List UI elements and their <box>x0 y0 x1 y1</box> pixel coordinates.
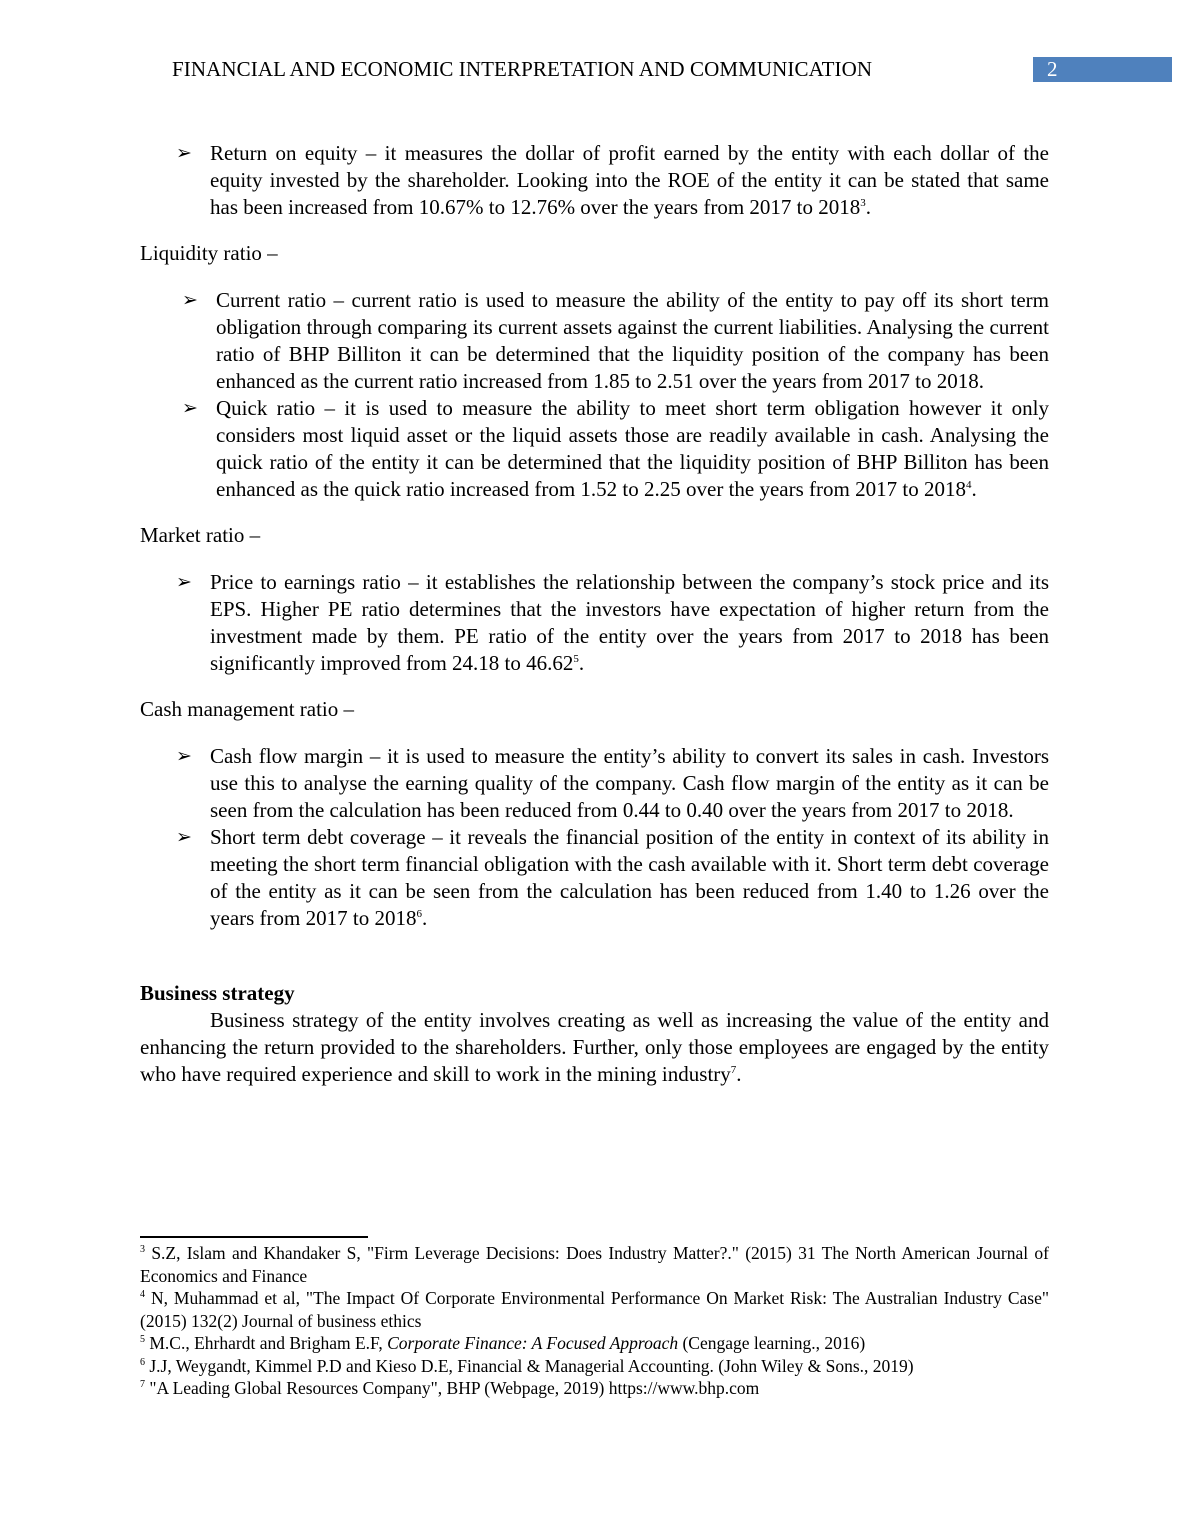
footnote-separator <box>140 1236 368 1238</box>
footnote-3: $^3$ S.Z, Islam and Khandaker S, "Firm Leverage Decisions: Does Industry Matter?." (2015) 31 The North American Journal of Economics and Finance <box>140 1243 1050 1286</box>
page-number-box <box>1033 57 1172 82</box>
cash-management-list <box>140 743 1049 932</box>
page-number: 2 <box>1047 57 1058 81</box>
list-item-price-to-earnings: ➢ Price to earnings ratio – it establishes the relationship between the company’s stock price and its EPS. Higher PE ratio determines that the investors have expectation of higher return from the investment made by them. PE ratio of the entity over the years from 2017 to 2018 has been significantly improved from 24.18 to 46.62$^5$. <box>176 570 1049 675</box>
footnotes <box>140 1242 1049 1400</box>
document-body <box>140 140 1049 1088</box>
footnote-5-book-title: Corporate Finance: A Focused Approach <box>387 1333 679 1353</box>
list-item-current-ratio: ➢ Current ratio – current ratio is used to measure the ability of the entity to pay off its short term obligation through comparing its current assets against the current liabilities. Analysing the current ratio of BHP Billiton it can be determined that the liquidity position of the company has been enhanced as the current ratio increased from 1.85 to 2.51 over the years from 2017 to 2018. <box>182 288 1049 393</box>
arrow-bullet-icon: ➢ <box>182 290 198 311</box>
arrow-bullet-icon: ➢ <box>182 398 198 419</box>
footnote-4: $^4$ N, Muhammad et al, "The Impact Of Corporate Environmental Performance On Market Risk: The Australian Industry Case" (2015) 132(2) Journal of business ethics <box>140 1288 1049 1331</box>
footnote-ref-6[interactable]: 6 <box>416 908 422 920</box>
arrow-bullet-icon: ➢ <box>176 572 192 593</box>
arrow-bullet-icon: ➢ <box>176 827 192 848</box>
list-item-return-on-equity: ➢ Return on equity – it measures the dollar of profit earned by the entity with each dollar of the equity invested by the shareholder. Looking into the ROE of the entity it can be stated that same has been increased from 10.67% to 12.76% over the years from 2017 to 2018$^3$. <box>176 141 1049 219</box>
footnote-ref-4[interactable]: 4 <box>965 479 972 491</box>
market-list <box>140 569 1049 677</box>
arrow-bullet-icon: ➢ <box>176 143 192 164</box>
section-heading-business-strategy: Business strategy <box>140 981 295 1005</box>
profitability-list <box>140 140 1049 221</box>
list-item-short-term-debt-coverage: ➢ Short term debt coverage – it reveals the financial position of the entity in context of its ability in meeting the short term financial obligation with the cash available with it. Short term debt coverage of the entity as it can be seen from the calculation has been reduced from 1.40 to 1.26 over the years from 2017 to 2018$^6$. <box>176 825 1049 930</box>
footnote-7: $^7$ "A Leading Global Resources Company", BHP (Webpage, 2019) https://www.bhp.com <box>140 1378 760 1398</box>
footnote-6: $^6$ J.J, Weygandt, Kimmel P.D and Kieso D.E, Financial & Managerial Accounting. (John Wiley & Sons., 2019) <box>140 1355 914 1376</box>
list-item-quick-ratio: ➢ Quick ratio – it is used to measure the ability to meet short term obligation however it only considers most liquid asset or the liquid assets those are readily available in cash. Analysing the quick ratio of the entity it can be determined that the liquidity position of BHP Billiton has been enhanced as the quick ratio increased from 1.52 to 2.25 over the years from 2017 to 2018$^4$. <box>182 396 1049 501</box>
footnote-5: $^5$ M.C., Ehrhardt and Brigham E.F, Corporate Finance: A Focused Approach (Cengage learning., 2016) <box>140 1333 866 1353</box>
footnote-ref-5[interactable]: 5 <box>573 653 579 665</box>
business-strategy-paragraph: Business strategy of the entity involves creating as well as increasing the value of the entity and enhancing the return provided to the shareholders. Further, only those employees are engaged by the entity who have required experience and skill to work in the mining industry$^7$. <box>140 1008 1049 1086</box>
liquidity-list <box>140 287 1049 503</box>
footnote-ref-7[interactable]: 7 <box>730 1064 737 1076</box>
footnote-ref-3[interactable]: 3 <box>860 197 866 209</box>
arrow-bullet-icon: ➢ <box>176 746 192 767</box>
section-label-cash-management: Cash management ratio – <box>140 697 355 721</box>
list-item-cash-flow-margin: ➢ Cash flow margin – it is used to measure the entity’s ability to convert its sales in cash. Investors use this to analyse the earning quality of the company. Cash flow margin of the entity as it can be seen from the calculation has been reduced from 0.44 to 0.40 over the years from 2017 to 2018. <box>176 744 1049 822</box>
running-header-title: FINANCIAL AND ECONOMIC INTERPRETATION AND COMMUNICATION <box>172 57 873 81</box>
section-label-liquidity: Liquidity ratio – <box>140 241 278 265</box>
section-label-market: Market ratio – <box>140 523 261 547</box>
